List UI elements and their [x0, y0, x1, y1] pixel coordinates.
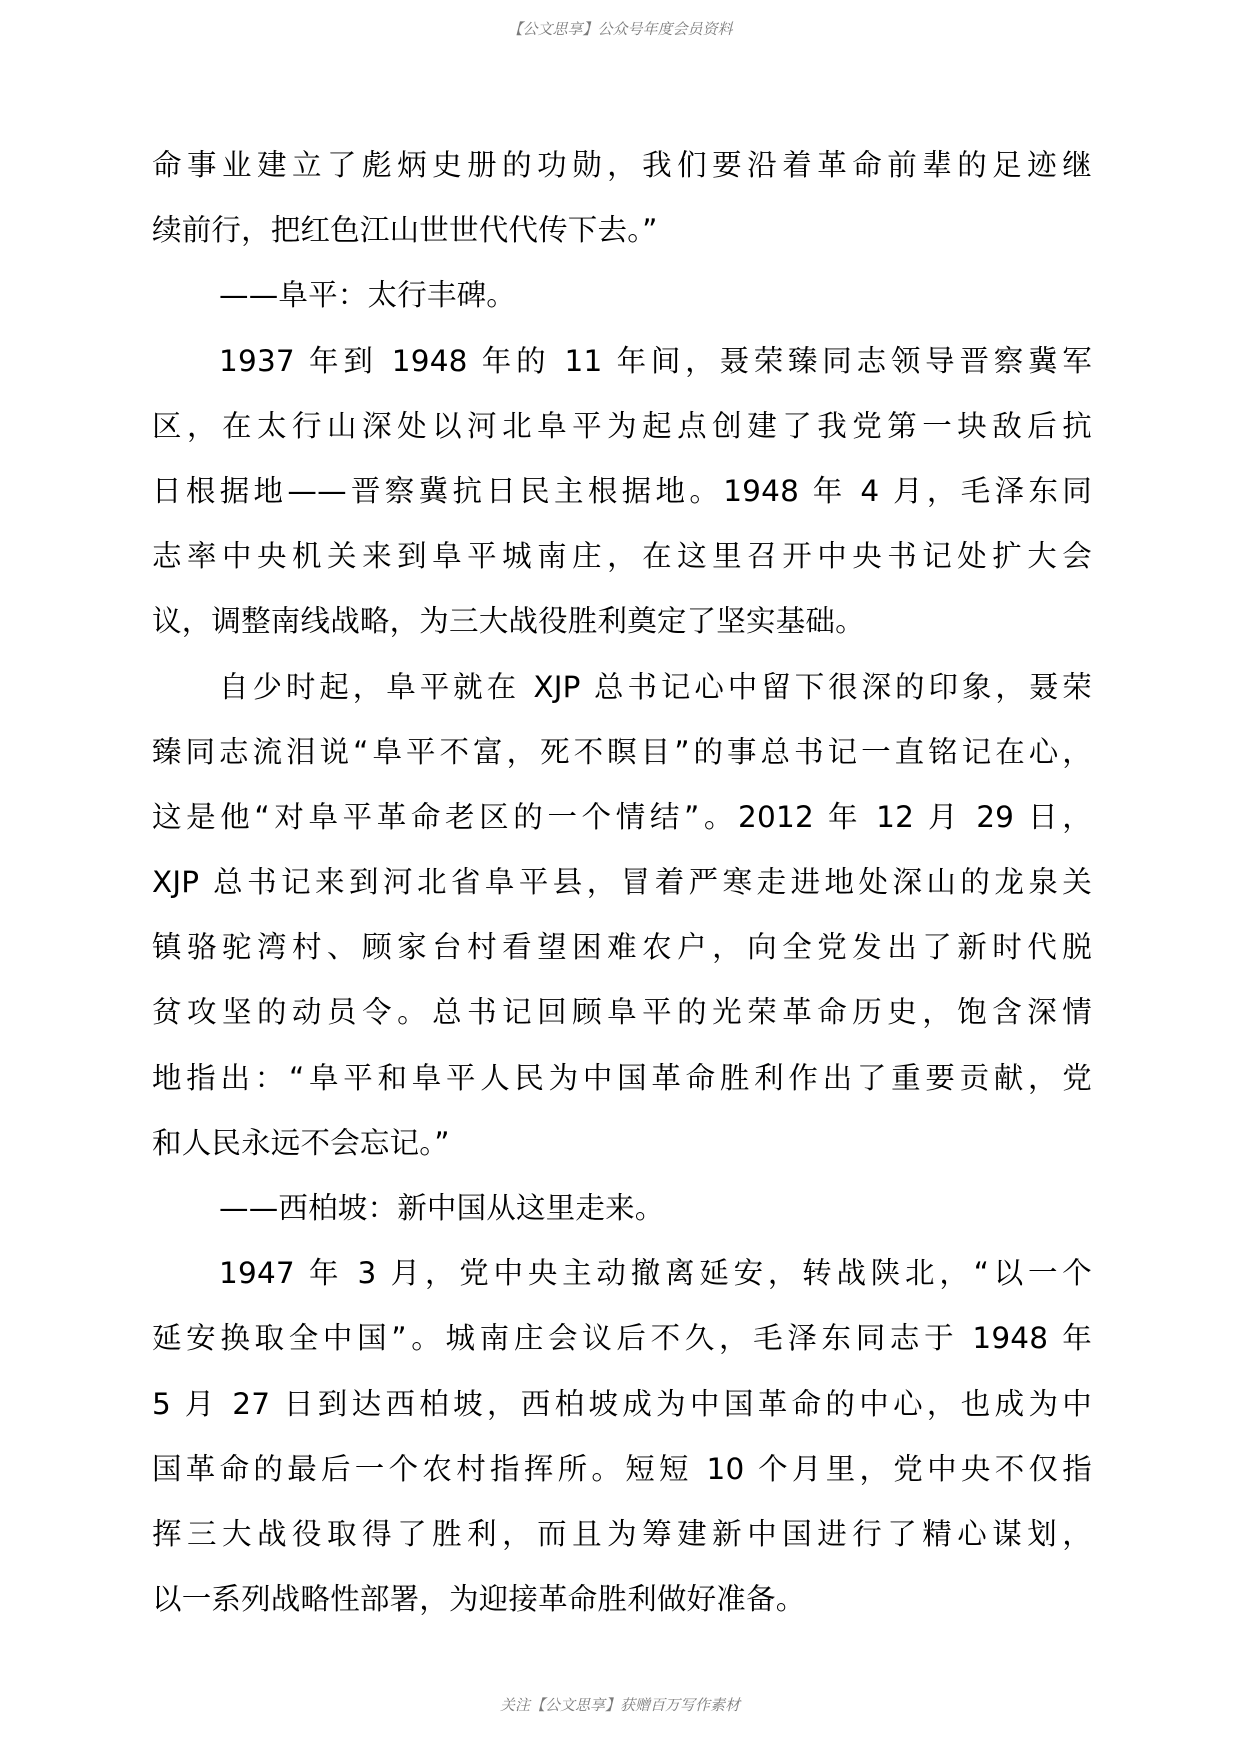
paragraph-first-line: 自少时起，阜平就在 XJP 总书记心中留下很深的印象，聂荣 [219, 669, 1092, 704]
text-line: 议，调整南线战略，为三大战役胜利奠定了坚实基础。 [152, 604, 865, 639]
text-line: 挥三大战役取得了胜利，而且为筹建新中国进行了精心谋划， [152, 1516, 1092, 1551]
text-line: 5 月 27 日到达西柏坡，西柏坡成为中国革命的中心，也成为中 [152, 1386, 1092, 1421]
text-line: 区，在太行山深处以河北阜平为起点创建了我党第一块敌后抗 [152, 408, 1092, 443]
paragraph-first-line: 1937 年到 1948 年的 11 年间，聂荣臻同志领导晋察冀军 [219, 343, 1092, 378]
text-line: 命事业建立了彪炳史册的功勋，我们要沿着革命前辈的足迹继 [152, 148, 1092, 182]
page-header: 【公文思享】公众号年度会员资料 [507, 20, 733, 38]
text-line: 和人民永远不会忘记。” [152, 1125, 450, 1160]
paragraph-first-line: ——阜平：太行丰碑。 [219, 278, 517, 313]
text-line: 地指出：“阜平和阜平人民为中国革命胜利作出了重要贡献，党 [152, 1060, 1092, 1095]
text-line: 镇骆驼湾村、顾家台村看望困难农户，向全党发出了新时代脱 [152, 930, 1092, 965]
text-line: 以一系列战略性部署，为迎接革命胜利做好准备。 [152, 1582, 806, 1617]
text-line: 志率中央机关来到阜平城南庄，在这里召开中央书记处扩大会 [152, 539, 1092, 574]
page-footer: 关注【公文思享】获赠百万写作素材 [499, 1696, 740, 1714]
document-body [152, 133, 1092, 1632]
text-line: 续前行，把红色江山世世代代传下去。” [152, 213, 658, 248]
paragraph-first-line: 1947 年 3 月，党中央主动撤离延安，转战陕北，“以一个 [219, 1256, 1092, 1291]
paragraph-first-line: ——西柏坡：新中国从这里走来。 [219, 1191, 665, 1225]
text-line: 日根据地——晋察冀抗日民主根据地。1948 年 4 月，毛泽东同 [152, 473, 1092, 508]
text-line: 延安换取全中国”。城南庄会议后不久，毛泽东同志于 1948 年 [152, 1321, 1092, 1356]
text-line: 臻同志流泪说“阜平不富，死不瞑目”的事总书记一直铭记在心， [152, 734, 1092, 769]
text-line: 贫攻坚的动员令。总书记回顾阜平的光荣革命历史，饱含深情 [152, 995, 1092, 1030]
text-line: XJP 总书记来到河北省阜平县，冒着严寒走进地处深山的龙泉关 [152, 865, 1092, 900]
text-line: 这是他“对阜平革命老区的一个情结”。2012 年 12 月 29 日， [152, 799, 1092, 834]
text-line: 国革命的最后一个农村指挥所。短短 10 个月里，党中央不仅指 [152, 1451, 1092, 1486]
